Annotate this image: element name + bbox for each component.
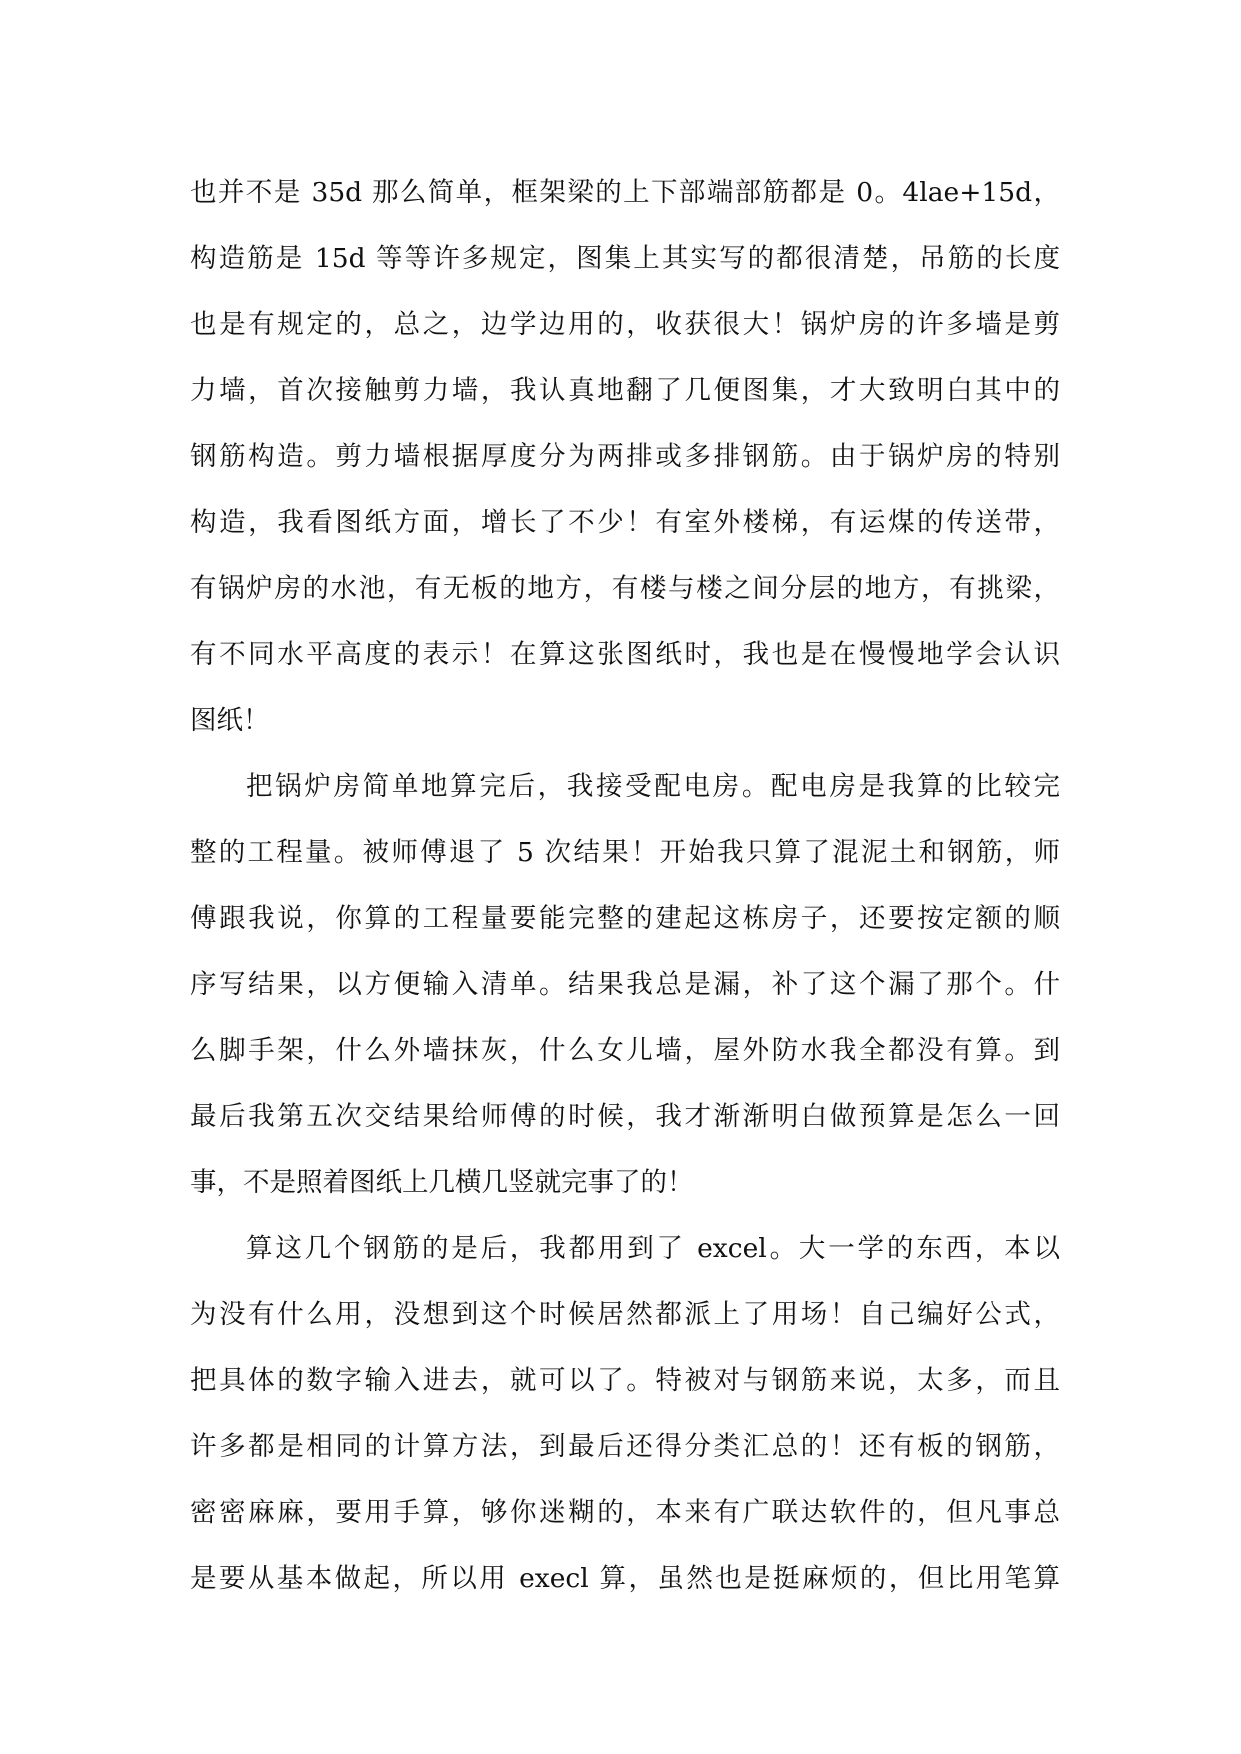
text-line: 构造，我看图纸方面，增长了不少！有室外楼梯，有运煤的传送带，	[190, 507, 1060, 538]
text-line: 最后我第五次交结果给师傅的时候，我才渐渐明白做预算是怎么一回	[190, 1101, 1060, 1132]
text-line: 算这几个钢筋的是后，我都用到了 excel。大一学的东西，本以	[246, 1233, 1060, 1264]
text-line: 为没有什么用，没想到这个时候居然都派上了用场！自己编好公式，	[190, 1299, 1060, 1330]
text-line: 么脚手架，什么外墙抹灰，什么女儿墙，屋外防水我全都没有算。到	[190, 1035, 1060, 1066]
text-line: 把锅炉房简单地算完后，我接受配电房。配电房是我算的比较完	[246, 771, 1060, 802]
text-line: 序写结果，以方便输入清单。结果我总是漏，补了这个漏了那个。什	[190, 969, 1060, 1000]
text-line: 密密麻麻，要用手算，够你迷糊的，本来有广联达软件的，但凡事总	[190, 1497, 1060, 1528]
text-line: 许多都是相同的计算方法，到最后还得分类汇总的！还有板的钢筋，	[190, 1431, 1060, 1462]
text-line: 构造筋是 15d 等等许多规定，图集上其实写的都很清楚，吊筋的长度	[190, 243, 1060, 274]
text-line: 钢筋构造。剪力墙根据厚度分为两排或多排钢筋。由于锅炉房的特别	[190, 441, 1060, 472]
text-line: 事，不是照着图纸上几横几竖就完事了的！	[190, 1167, 694, 1198]
text-line: 傅跟我说，你算的工程量要能完整的建起这栋房子，还要按定额的顺	[190, 903, 1060, 934]
text-line: 有锅炉房的水池，有无板的地方，有楼与楼之间分层的地方，有挑梁，	[190, 573, 1060, 604]
body-text	[190, 160, 1060, 1612]
text-line: 也是有规定的，总之，边学边用的，收获很大！锅炉房的许多墙是剪	[190, 309, 1060, 340]
text-line: 整的工程量。被师傅退了 5 次结果！开始我只算了混泥土和钢筋，师	[190, 837, 1060, 868]
text-line: 力墙，首次接触剪力墙，我认真地翻了几便图集，才大致明白其中的	[190, 375, 1060, 406]
text-line: 把具体的数字输入进去，就可以了。特被对与钢筋来说，太多，而且	[190, 1365, 1060, 1396]
text-line: 是要从基本做起，所以用 execl 算，虽然也是挺麻烦的，但比用笔算	[190, 1563, 1060, 1594]
text-line: 有不同水平高度的表示！在算这张图纸时，我也是在慢慢地学会认识	[190, 639, 1060, 670]
text-line: 图纸！	[190, 705, 270, 736]
text-line: 也并不是 35d 那么简单，框架梁的上下部端部筋都是 0。4lae+15d，	[190, 177, 1060, 208]
